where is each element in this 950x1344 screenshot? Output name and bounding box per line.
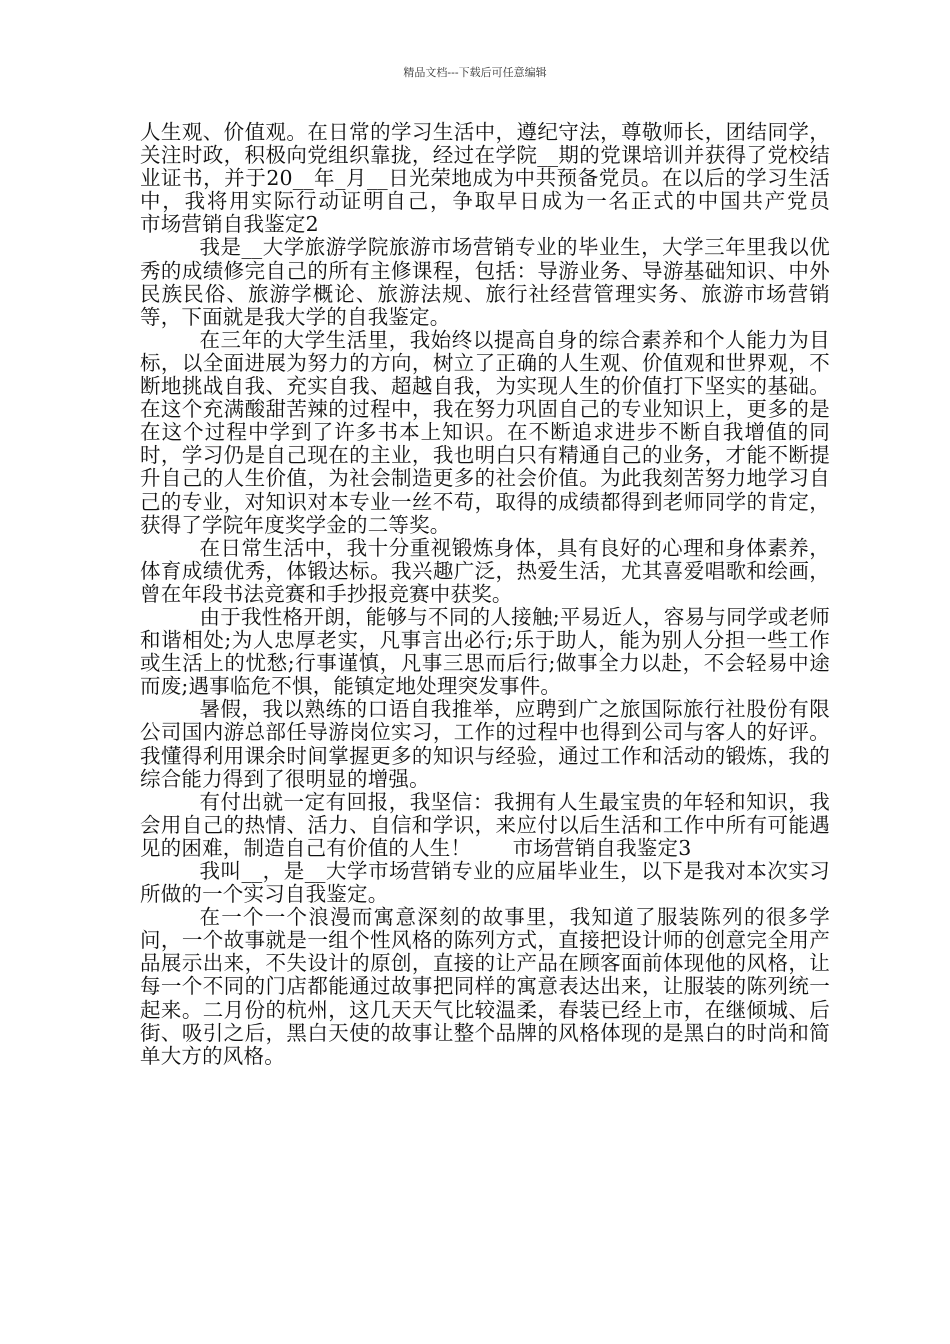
paragraph: 在一个一个浪漫而寓意深刻的故事里，我知道了服装陈列的很多学问，一个故事就是一组个性风格的陈列方式，直接把设计师的创意完全用产品展示出来，不失设计的原创，直接的让产品在顾客面前体现他的风格，让每一个不同的门店都能通过故事把同样的寓意表达出来，让服装的陈列统一起来。二月份的杭州，这几天天气比较温柔，春装已经上市，在继倾城、后街、吸引之后，黑白天使的故事让整个品牌的风格体现的是黑白的时尚和简单大方的风格。 (140, 905, 830, 1068)
paragraph: 我是__大学旅游学院旅游市场营销专业的毕业生，大学三年里我以优秀的成绩修完自己的所有主修课程，包括：导游业务、导游基础知识、中外民族民俗、旅游学概论、旅游法规、旅行社经营管理实务、旅游市场营销等，下面就是我大学的自我鉴定。 (140, 235, 830, 329)
page-header: 精品文档---下载后可任意编辑 (403, 66, 547, 79)
paragraph: 在日常生活中，我十分重视锻炼身体，具有良好的心理和身体素养，体育成绩优秀，体锻达标。我兴趣广泛，热爱生活，尤其喜爱唱歌和绘画，曾在年段书法竞赛和手抄报竞赛中获奖。 (140, 535, 830, 606)
paragraph: 由于我性格开朗，能够与不同的人接触;平易近人，容易与同学或老师和谐相处;为人忠厚老实，凡事言出必行;乐于助人，能为别人分担一些工作或生活上的忧愁;行事谨慎，凡事三思而后行;做事全力以赴，不会轻易中途而废;遇事临危不惧，能镇定地处理突发事件。 (140, 604, 830, 699)
paragraph: 暑假，我以熟练的口语自我推举，应聘到广之旅国际旅行社股份有限公司国内游总部任导游岗位实习，工作的过程中也得到公司与客人的好评。我懂得利用课余时间掌握更多的知识与经验，通过工作和活动的锻炼，我的综合能力得到了很明显的增强。 (140, 697, 830, 791)
paragraph: 有付出就一定有回报，我坚信：我拥有人生最宝贵的年轻和知识，我会用自己的热情、活力、自信和学识，来应付以后生活和工作中所有可能遇见的困难，制造自己有价值的人生！ 市场营销自我鉴定3 (140, 789, 830, 860)
document-body (140, 120, 872, 1068)
paragraph: 在三年的大学生活里，我始终以提高自身的综合素养和个人能力为目标，以全面进展为努力的方向，树立了正确的人生观、价值观和世界观，不断地挑战自我、充实自我、超越自我，为实现人生的价值打下坚实的基础。在这个充满酸甜苦辣的过程中，我在努力巩固自己的专业知识上，更多的是在这个过程中学到了许多书本上知识。在不断追求进步不断自我增值的同时，学习仍是自己现在的主业，我也明白只有精通自己的业务，才能不断提升自己的人生价值，为社会制造更多的社会价值。为此我刻苦努力地学习自己的专业，对知识对本专业一丝不苟，取得的成绩都得到老师同学的肯定，获得了学院年度奖学金的二等奖。 (140, 327, 830, 537)
paragraph: 我叫__，是__大学市场营销专业的应届毕业生，以下是我对本次实习所做的一个实习自我鉴定。 (140, 859, 830, 907)
paragraph: 人生观、价值观。在日常的学习生活中，遵纪守法，尊敬师长，团结同学，关注时政，积极向党组织靠拢，经过在学院__期的党课培训并获得了党校结业证书，并于20__年_月__日光荣地成为中共预备党员。在以后的学习生活中，我将用实际行动证明自己，争取早日成为一名正式的中国共产党员 市场营销自我鉴定2 (140, 120, 872, 237)
